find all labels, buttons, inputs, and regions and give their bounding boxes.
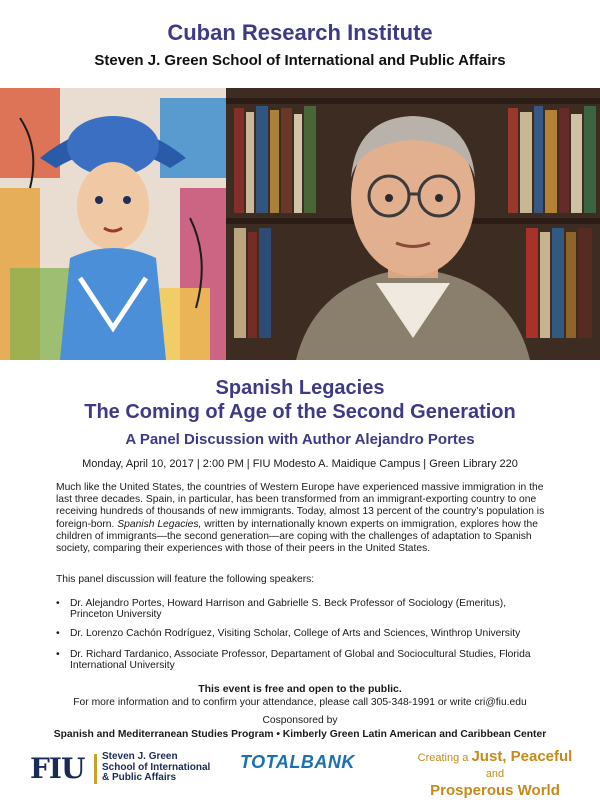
fiu-line-2: School of International (102, 761, 211, 773)
cjpp-world: World (517, 782, 560, 799)
author-portrait-image (226, 88, 600, 360)
fiu-logo (30, 750, 230, 786)
cjpp-prosperous: Prosperous (430, 782, 514, 799)
event-title-line-1: Spanish Legacies (215, 377, 385, 399)
fiu-mark: FIU (30, 752, 85, 785)
creating-just-peaceful-world-logo (410, 749, 580, 800)
fiu-school-name (102, 752, 210, 784)
panel-intro: This panel discussion will feature the following speakers: (56, 574, 315, 585)
event-title-line-2: The Coming of Age of the Second Generation (84, 401, 516, 423)
cjpp-and: and (485, 768, 505, 780)
description-paragraph (56, 482, 546, 555)
totalbank-logo: TOTALBANK (240, 752, 355, 772)
cosponsor-names: Spanish and Mediterranean Studies Program • Kimberly Green Latin American and Caribbean Center (53, 729, 547, 740)
event-subtitle: A Panel Discussion with Author Alejandro Portes (125, 431, 475, 448)
cjpp-creating: Creating a (417, 752, 469, 764)
description-text-1: Much like the United States, the countries of Western Europe have experienced massive immigration in the last three decades. Spain, in particular, has been transformed from an immigrant-exporting country to one receiving hundreds of thousands of new immigrants. Today, almost 13 percent of the country’s population is foreign-born. (56, 482, 545, 530)
speaker-text: Dr. Alejandro Portes, Howard Harrison and Gabrielle S. Beck Professor of Sociology (Emeritus), Princeton University (70, 598, 507, 620)
fiu-line-1: Steven J. Green (102, 751, 178, 762)
bullet-icon: • (56, 649, 60, 660)
cosponsored-label: Cosponsored by (262, 715, 338, 726)
fiu-line-3: & Public Affairs (102, 772, 177, 783)
free-event-notice: This event is free and open to the public. (198, 683, 402, 695)
speaker-text: Dr. Lorenzo Cachón Rodríguez, Visiting Scholar, College of Arts and Sciences, Winthrop University (70, 628, 521, 639)
contact-info: For more information and to confirm your attendance, please call 305-348-1991 or write cri@fiu.edu (73, 697, 527, 708)
bullet-icon: • (56, 598, 60, 609)
school-subtitle: Steven J. Green School of International and Public Affairs (94, 52, 506, 69)
painting-illustration (0, 88, 226, 360)
painting-image (0, 88, 226, 360)
bullet-icon: • (56, 628, 60, 639)
cjpp-just-peaceful: Just, Peaceful (471, 748, 573, 765)
speaker-text: Dr. Richard Tardanico, Associate Professor, Departament of Global and Sociocultural Studies, Florida International University (70, 649, 531, 671)
event-date-location: Monday, April 10, 2017 | 2:00 PM | FIU Modesto A. Maidique Campus | Green Library 220 (82, 458, 518, 470)
portrait-illustration (226, 88, 600, 360)
speaker-item (56, 649, 550, 671)
photo-banner (0, 88, 600, 360)
fiu-divider (94, 754, 97, 784)
book-title: Spanish Legacies, (117, 518, 202, 530)
institute-title: Cuban Research Institute (167, 20, 433, 45)
speaker-item (56, 598, 550, 620)
speaker-item (56, 628, 550, 639)
description-text-2: written by internationally known experts on immigration, explores how the children of immigrants—the second generation—are coping with the challenges of adaptation to Spanish society, comparing their experiences with those of their peers in the United States. (56, 518, 538, 555)
